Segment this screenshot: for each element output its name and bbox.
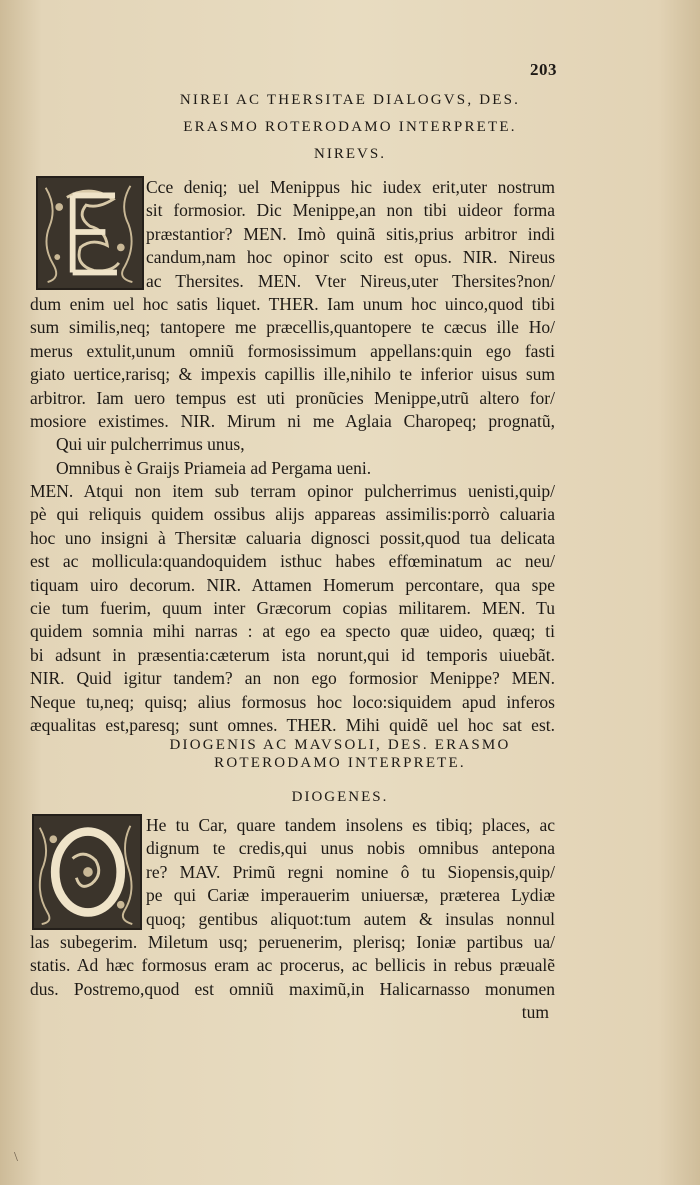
text-line: hoc uno insigni à Thersitæ caluaria dignosci possit,quod tua delicata	[30, 527, 555, 548]
text-line: merus extulit,unum omniũ formosissimum appellans:quin ego fasti	[30, 340, 555, 361]
catchword: tum	[521, 1002, 549, 1023]
text-line: quidem somnia mihi narras : at ego ea specto quæ uideo, quæq; ti	[30, 621, 555, 642]
text-line: est ac mollicula:quandoquidem isthuc habes effœminatum ac neu/	[30, 551, 555, 572]
text-line: ac Thersites. MEN. Vter Nireus,uter Thersites?non/	[146, 270, 555, 291]
speaker-heading: DIOGENES.	[291, 789, 389, 805]
dialogue-title-line-1: NIREI AC THERSITAE DIALOGVS, DES.	[179, 92, 521, 108]
text-line: arbitror. Iam uero tempus est uti pronũcies Menippe,utrũ altero for/	[30, 387, 555, 408]
dialogue-title-line-2: ROTERODAMO INTERPRETE.	[214, 755, 466, 771]
text-line: dignum te credis,qui unus nobis omnibus antepona	[146, 838, 555, 859]
text-line: æqualitas est,paresq; sunt omnes. THER. Mihi quidẽ uel hoc sat est.	[30, 714, 555, 735]
text-line: sum similis,neq; tantopere me præcellis,quantopere te cæcus ille Ho/	[30, 317, 555, 338]
text-line: re? MAV. Primũ regni nomine ô tu Siopensis,quip/	[146, 861, 555, 882]
verse-line: Omnibus è Graijs Priameia ad Pergama ueni.	[56, 457, 372, 478]
text-line: giato uertice,rarisq; & impexis capillis ille,nihilo te inferior uisus sum	[30, 364, 555, 385]
margin-mark: \	[14, 1150, 18, 1165]
text-line: statis. Ad hæc formosus eram ac procerus, ac bellicis in rebus præualẽ	[30, 955, 555, 976]
text-line: dum enim uel hoc satis liquet. THER. Iam unum hoc uinco,quod tibi	[30, 293, 555, 314]
text-line: Cce deniq; uel Menippus hic iudex erit,uter nostrum	[146, 177, 555, 197]
dialogue-title-line-2: ERASMO ROTERODAMO INTERPRETE.	[183, 119, 517, 135]
text-line: candum,nam hoc opinor scito est opus. NIR. Nireus	[146, 247, 555, 268]
dialogue-2-body	[30, 814, 555, 1025]
text-line: quoq; gentibus aliquot:tum autem & insulas nonnul	[146, 908, 555, 929]
text-line: bi adsunt in præsentia:cæterum ista norunt,qui id temporis uiuebãt.	[30, 644, 555, 665]
text-line: pè qui reliquis quidem ossibus alijs appareas assimilis:porrò caluaria	[30, 504, 555, 525]
verse-line: Qui uir pulcherrimus unus,	[56, 434, 245, 455]
text-line: MEN. Atqui non item sub terram opinor pulcherrimus uenisti,quip/	[30, 481, 555, 502]
text-line: sit formosior. Dic Menippe,an non tibi uideor forma	[146, 200, 555, 221]
text-line: dus. Postremo,quod est omniũ maximũ,in Halicarnasso monumen	[30, 978, 555, 999]
text-line: mosiore existimes. NIR. Mirum ni me Aglaia Charopeq; prognatũ,	[30, 410, 555, 431]
text-line: præstantior? MEN. Imò quinã sitis,prius arbitror indi	[146, 223, 555, 244]
text-line: cie tum fuerim, quum inter Græcorum copias militarem. MEN. Tu	[30, 598, 555, 619]
folio-number: 203	[530, 60, 557, 79]
text-line: tiquam uiro decorum. NIR. Attamen Homerum percontare, qua spe	[30, 574, 555, 595]
text-line: las subegerim. Miletum usq; peruenerim, plerisq; Ioniæ partibus ua/	[30, 931, 555, 952]
text-line: He tu Car, quare tandem insolens es tibiq; places, ac	[146, 815, 555, 835]
dialogue-1-body	[30, 176, 555, 737]
speaker-heading: NIREVS.	[314, 146, 386, 162]
text-line: Neque tu,neq; quisq; alius formosus hoc loco:siquidem apud inferos	[30, 691, 555, 712]
dialogue-title-line-1: DIOGENIS AC MAVSOLI, DES. ERASMO	[169, 737, 511, 753]
text-line: NIR. Quid igitur tandem? an non ego formosior Menippe? MEN.	[30, 668, 555, 689]
text-line: pe qui Cariæ imperauerim uniuersæ, præterea Lydiæ	[146, 885, 555, 906]
